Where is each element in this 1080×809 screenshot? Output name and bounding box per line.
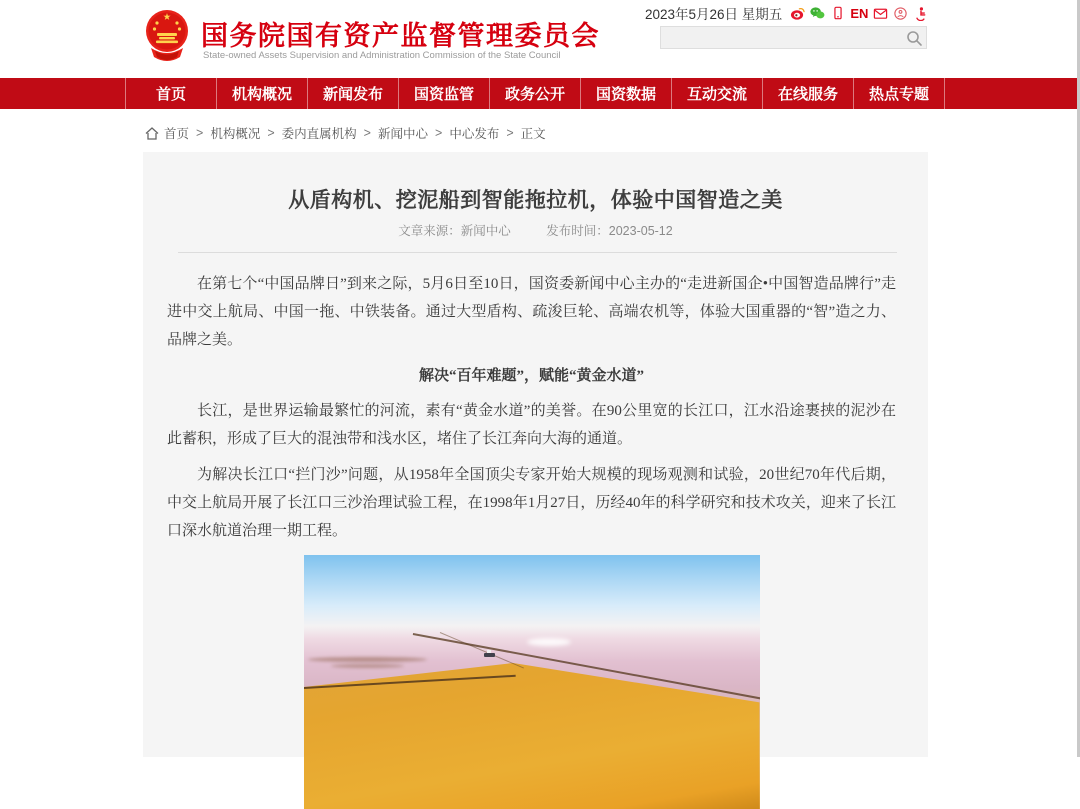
nav-item-gov-affairs[interactable]: 政务公开 (490, 78, 581, 109)
article-paragraph-1: 在第七个“中国品牌日”到来之际，5月6日至10日，国资委新闻中心主办的“走进新国企•中国智造品牌行”走进中交上航局、中国一拖、中铁装备。通过大型盾构、疏浚巨轮、高端农机等，体验大国重器的“智”造之力、品牌之美。 (167, 276, 896, 348)
accessibility-icon[interactable] (913, 6, 928, 21)
breadcrumb-separator: > (435, 126, 443, 140)
nav-item-org-overview[interactable]: 机构概况 (217, 78, 308, 109)
photo-sediment-patch (308, 657, 427, 662)
article-paragraph-3: 为解决长江口“拦门沙”问题，从1958年全国顶尖专家开始大规模的现场观测和试验，20世纪70年代后期，中交上航局开展了长江口三沙治理试验工程，在1998年1月27日，历经40年的科学研究和技术攻关，迎来了长江口深水航道治理一期工程。 (167, 467, 896, 539)
article-container (143, 152, 928, 757)
breadcrumb-home[interactable]: 首页 (164, 127, 190, 141)
mobile-icon[interactable] (830, 6, 845, 21)
weibo-icon[interactable] (790, 6, 805, 21)
site-header (0, 0, 1080, 78)
national-emblem-logo[interactable] (145, 7, 189, 63)
photo-dredger-ship (484, 653, 495, 657)
breadcrumb (145, 124, 546, 142)
article-title: 从盾构机、挖泥船到智能拖拉机，体验中国智造之美 (288, 189, 783, 212)
home-icon (145, 127, 159, 140)
nav-item-home[interactable]: 首页 (126, 78, 217, 109)
nav-item-online-service[interactable]: 在线服务 (763, 78, 854, 109)
language-en-link[interactable]: EN (850, 5, 869, 21)
search-icon[interactable] (905, 29, 923, 47)
article-subheading: 解决“百年难题”，赋能“黄金水道” (418, 368, 644, 384)
nav-item-hot-topics[interactable]: 热点专题 (854, 78, 945, 109)
search-box (660, 26, 927, 49)
topbar (645, 4, 927, 22)
breadcrumb-current-article: 正文 (520, 127, 546, 141)
site-title: 国务院国有资产监督管理委员会 (201, 21, 600, 51)
nav-item-news[interactable]: 新闻发布 (308, 78, 399, 109)
breadcrumb-affiliated-orgs[interactable]: 委内直属机构 (281, 127, 357, 141)
current-date: 2023年5月26日 星期五 (645, 7, 783, 22)
article-body (167, 270, 896, 809)
stamp-icon[interactable] (893, 6, 908, 21)
nav-item-data[interactable]: 国资数据 (581, 78, 672, 109)
nav-item-interaction[interactable]: 互动交流 (672, 78, 763, 109)
breadcrumb-org-overview[interactable]: 机构概况 (210, 127, 261, 141)
mail-icon[interactable] (873, 6, 888, 21)
article-meta (143, 221, 928, 239)
site-subtitle: State-owned Assets Supervision and Administration Commission of the State Council (203, 50, 561, 61)
breadcrumb-news-center[interactable]: 新闻中心 (377, 127, 428, 141)
breadcrumb-separator: > (267, 126, 275, 140)
yangtze-estuary-aerial-photo (304, 555, 760, 809)
title-divider (178, 252, 897, 253)
breadcrumb-center-release[interactable]: 中心发布 (449, 127, 500, 141)
breadcrumb-separator: > (506, 126, 514, 140)
photo-water-glint (527, 638, 571, 646)
main-nav (0, 78, 1080, 109)
nav-item-supervision[interactable]: 国资监管 (399, 78, 490, 109)
breadcrumb-separator: > (196, 126, 204, 140)
breadcrumb-separator: > (363, 126, 371, 140)
article-paragraph-2: 长江，是世界运输最繁忙的河流，素有“黄金水道”的美誉。在90公里宽的长江口，江水沿途裹挟的泥沙在此蓄积，形成了巨大的混浊带和浅水区，堵住了长江奔向大海的通道。 (167, 403, 896, 447)
article-source: 文章来源：新闻中心 (398, 224, 511, 238)
wechat-icon[interactable] (810, 6, 825, 21)
search-input[interactable] (661, 29, 905, 46)
article-publish-time: 发布时间：2023-05-12 (546, 224, 673, 238)
